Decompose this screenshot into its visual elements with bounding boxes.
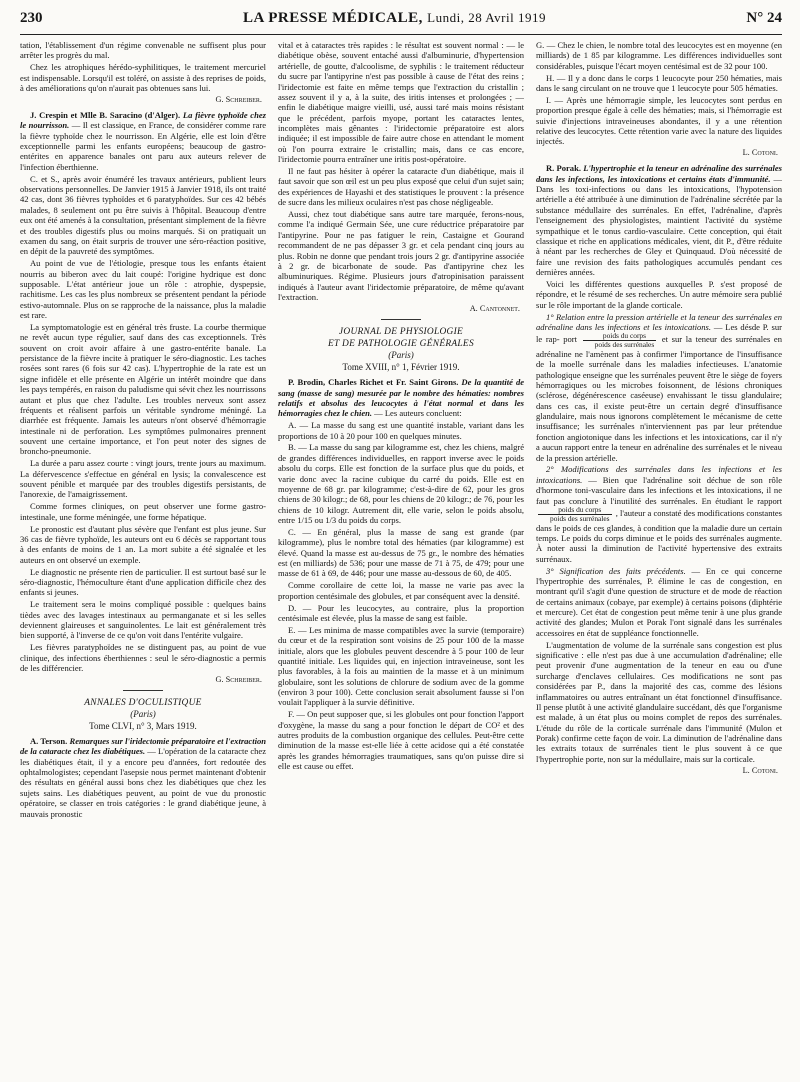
- separator: [123, 690, 163, 691]
- issue-number: N° 24: [746, 10, 782, 26]
- page-header: [20, 10, 782, 35]
- section-text: — En ce qui concerne l'hypertrophie des surrénales, P. élimine le cas de congestion, en montrant qu'il s'agit d'une question de structure et de mode de réaction de certains animaux (cobaye, par exemple) à certains poisons (diphtérie et mercure). Cet état de congestion peut même tenir à une plus grande activité des glandes; Mulon et Porak l'ont signalé dans les surrénales accessoires en état de suppléance fonctionnelle.: [536, 565, 782, 638]
- journal-masthead: [243, 10, 546, 27]
- paragraph: G. — Chez le chien, le nombre total des leucocytes est en moyenne (en milliards) de 1 85 par kilogramme. Les différences individuelles sont considérables, puisque l'écart moyen centésimal est de 32 pour 100.: [536, 40, 782, 71]
- journal-heading-line: JOURNAL DE PHYSIOLOGIE: [338, 326, 464, 337]
- paragraph: Au point de vue de l'étiologie, presque tous les enfants étaient nourris au biberon avec du lait coupé: l'origine hydrique est donc supposable. L'état antérieur joue un rôle : atrophie, dyspepsie, rachitisme. Les cas les plus nombreux se présentent pendant la période estivo-automnale. Plus on se rapproche de la naissance, plus la maladie est rare.: [20, 258, 266, 321]
- paragraph: C. — En général, plus la masse de sang est grande (par kilogramme), plus le nombre total des hématies (par kilogramme) est élevé. Quand la masse est au-dessus de 75 gr., le nombre des hématies est (en milliards) de 536; pour une masse de 71 à 75, de 479; pour une masse de 61 à 69, de 446; pour une masse au-dessous de 60, de 405.: [278, 526, 524, 579]
- journal-volume: Tome XVIII, n° 1, Février 1919.: [342, 362, 460, 373]
- paragraph: Voici les différentes questions auxquelles P. s'est proposé de répondre, et le résumé de ses recherches. Un autre mémoire sera publié sur le rôle important de la glande corticale.: [536, 278, 782, 310]
- paragraph: Le pronostic est d'autant plus sévère que l'enfant est plus jeune. Sur 36 cas de fièvre typhoïde, les auteurs ont eu 6 décès se rapportant tous à des enfants de moins de 1 an. La mort subite a été signalée et les auteurs en ont observé un exemple.: [20, 523, 266, 565]
- fraction: [538, 506, 612, 523]
- paragraph: F. — On peut supposer que, si les globules ont pour fonction l'apport d'oxygène, la masse du sang a pour fonction le départ de CO² et des autres produits de la combustion organique des cellules. Peut-être cette diminution de la masse est-elle liée à cette acidose qui a été constatée après les grandes hémorragies traumatiques, sans qu'on puisse dire si elle est cause ou effet.: [278, 709, 524, 772]
- paragraph: Les fièvres paratyphoïdes ne se distinguent pas, au point de vue clinique, des infections éberthiennes : seul le séro-diagnostic a permis de les différencier.: [20, 642, 266, 673]
- signature: G. Schreiber.: [215, 94, 262, 104]
- fraction-numerator: poids du corps: [583, 332, 657, 341]
- article-authors: J. Crespin et Mlle B. Saracino (d'Alger).: [30, 109, 181, 120]
- issue-date: Lundi, 28 Avril 1919: [427, 10, 546, 25]
- journal-place: (Paris): [130, 709, 156, 720]
- article-porak: [536, 163, 782, 277]
- signature: L. Cotoni.: [742, 765, 778, 775]
- section-lead: 3° Signification des faits précédents.: [546, 565, 686, 576]
- journal-heading: [278, 326, 524, 350]
- paragraph-relation: [536, 312, 782, 463]
- fraction-denominator: poids des surrénales: [594, 340, 655, 350]
- column-3: [536, 40, 782, 1080]
- section-text: — Bien que l'adrénaline soit déchue de son rôle d'hormone toni-vasculaire dans les infections et les intoxications, il ne faut pas conclure à l'inutilité des surrénales. En étudiant le rapport: [536, 474, 782, 506]
- column-2: [278, 40, 524, 1080]
- article-columns: [20, 40, 782, 1080]
- page-number: 230: [20, 10, 43, 26]
- paragraph: vital et à cataractes très rapides : le résultat est souvent normal : — le diabétique obèse, souvent entaché aussi d'albuminurie, d'hypertension artérielle, de goutte, d'alcoolisme, de syphilis : le traitement réducteur du sucre par l'antipyrine n'est pas possible à cause de l'état des reins ; l'iridectomie est faite en même temps que l'extraction du cristallin ; assez souvent il y a, à la suite, des iritis intenses et prolongées ; — enfin le diabétique maigre vieilli, usé, aussi taré mais moins résistant que le précédent, parfois myope, portant les cataractes lentes, incomplètes mais gênantes : l'iridectomie préparatoire est alors indiquée; il est impossible de faire autre chose en attendant le moment où l'on pourra extraire le cristallin; mais, dans ce cas encore, l'iridectomie pourra entraîner une iritis post-opératoire.: [278, 40, 524, 165]
- article-text: — L'opération de la cataracte chez les diabétiques était, il y a encore peu d'années, fort redoutée des ophtalmologistes; cependant l'asepsie nous permet maintenant d'obtenir des résultats en général aussi bons chez les diabétiques que chez les sujets sains. Les diabétiques peuvent, au point de vue du pronostic opératoire, se classer en trois catégories : le grand diabétique jeune, à mauvais pronostic: [20, 746, 266, 819]
- section-lead: 1° Relation entre la pression artérielle et la teneur des surrénales en adrénaline dans les infections et les intoxications.: [536, 311, 782, 332]
- article-brodin: [278, 377, 524, 419]
- journal-heading: ANNALES D'OCULISTIQUE: [84, 697, 202, 708]
- separator: [381, 319, 421, 320]
- column-1: [20, 40, 266, 1080]
- section-lead: 2° Modifications des surrénales dans les infections et les intoxications.: [536, 464, 782, 485]
- article-terson: [20, 736, 266, 819]
- journal-volume: Tome CLVI, n° 3, Mars 1919.: [89, 721, 197, 732]
- section-text: et sur la teneur des surrénales en adrénaline ne l'amènent pas à confirmer l'importance de l'insuffisance de la moelle surrénale dans les maladies infectieuses. L'anatomie pathologique enseigne que les surrénales peuvent être le siège de foyers hémorragiques ou les microbes foisonnent, de lésions chroniques (sclérose, dégénérescence caséeuse) envahissant le tissu glandulaire; dans ces cas, il existe peut-être un certain degré d'insuffisance glandulaire, mais nous ignorons complètement le mécanisme de cette insuffisance; les surrénales n'interviennent pas par leur prétendue fonction angiotonique dans les infections et les intoxications, car il n'y a aucun rapport entre la teneur en adrénaline des surrénales et le niveau de la pression artérielle.: [536, 334, 782, 463]
- article-authors: P. Brodin, Charles Richet et Fr. Saint Girons.: [288, 377, 459, 388]
- article-text: — Les auteurs concluent:: [374, 408, 462, 419]
- paragraph: E. — Les minima de masse compatibles avec la survie (temporaire) du cœur et de la respiration sont voisins de 25 pour 100 de la masse initiale, alors que les globules peuvent descendre à 5 pour 100 de leur quantité initiale. Les liquides qui, en injection intraveineuse, sont les plus favorables, à la fois au maintien de la masse et à un minimum globulaire, sont les solutions de chlorure de sodium avec de la gomme (environ 3 pour 100). Cette conclusion serait absolument fausse si l'on voulait l'appliquer à la survie définitive.: [278, 624, 524, 708]
- article-title: De la quantité de sang (masse de sang) mesurée par le nombre des hématies: nombres relatifs et absolus des leucocytes à l'état normal et dans les hémorragies chez le chien.: [278, 377, 524, 419]
- paragraph: La symptomatologie est en général très fruste. La courbe thermique ne revêt aucun type régulier, sauf dans des cas exceptionnels. Très souvent on croit avoir affaire à une gastro-entérite banale. La persistance de la fièvre incite à pratiquer le séro-diagnostic. Les taches rosées sont rares (6 fois sur 42 cas). L'hypertrophie de la rate est un signe infidèle et elle présente en Algérie un intérêt moindre que dans les pays tempérés, en raison du paludisme qui sévit chez les nourrissons autant et plus que chez l'adulte. Les troubles nerveux sont assez fréquents et réalisent parfois un véritable syndrome méningé. La diarrhée est fréquente. Jamais les auteurs n'ont observé d'hémorragie intestinale ni de perforation. Les symptômes pulmonaires prennent souvent une certaine importance, et l'on peut noter des signes de broncho-pneumonie.: [20, 321, 266, 457]
- article-text: — Dans les toxi-infections ou dans les intoxications, l'hypotension artérielle a été attribuée à une diminution de l'adrénaline sécrétée par la substance médullaire des surrénales. En effet, l'adrénaline, d'après l'enseignement des physiologistes, maintient l'activité du système sympathique et le tonus cardio-vasculaire. Cette conception, qui était classique et riche en applications médicales, vient, dit P., d'être réduite à néant par les recherches de Gley et Quinquaud. D'où nécessité de faire une revision des faits pathologiques accumulés pendant ces dernières années.: [536, 173, 782, 278]
- paragraph: A. — La masse du sang est une quantité instable, variant dans les proportions de 10 à 20 pour 100 en quelques minutes.: [278, 420, 524, 441]
- journal-place: (Paris): [388, 350, 414, 361]
- paragraph: L'augmentation de volume de la surrénale sans congestion est plus significative : elle n'est pas due à une accumulation d'adrénaline; elle peut provenir d'une augmentation de la teneur en eau ou d'une surcharge d'enclaves cellulaires. Ces modifications ne sont pas considérées par P., dans la majorité des cas, comme des lésions inflammatoires ou autres entraînant un état fonctionnel d'insuffisance. Il pense plutôt à une activité glandulaire succédant, dès que l'organisme est malade, à un état plus ou moins complet de repos des surrénales. L'étude du rôle de la corticale surrénale dans l'immunité (Mulon et Porak) confirme cette façon de voir. La diminution de l'adrénaline dans les extraits totaux de surrénales tient le plus souvent à ce que l'hypertrophie porte, non sur la médullaire, mais sur la corticale.: [536, 639, 782, 764]
- paragraph: H. — Il y a donc dans le corps 1 leucocyte pour 250 hématies, mais dans le sang circulant on ne trouve que 1 leucocyte pour 505 hématies.: [536, 72, 782, 93]
- paragraph: Le diagnostic ne présente rien de particulier. Il est surtout basé sur le séro-diagnostic, l'hémoculture étant d'une application difficile chez des enfants si jeunes.: [20, 566, 266, 598]
- paragraph: I. — Après une hémorragie simple, les leucocytes sont perdus en proportion presque égale à celle des hématies; mais, si l'hémorragie est suivie d'injections intraveineuses abondantes, il y a une rétention relative des leucocytes. Cette rétention varie avec la nature des liquides injectés.: [536, 94, 782, 147]
- fraction-denominator: poids des surrénales: [550, 513, 610, 523]
- paragraph: tation, l'établissement d'un régime convenable ne suffisent plus pour arrêter les progrès du mal.: [20, 40, 266, 61]
- paragraph: Comme corollaire de cette loi, la masse ne varie pas avec la proportion centésimale des globules, et par conséquent avec la densité.: [278, 580, 524, 601]
- paragraph-modifications: [536, 464, 782, 564]
- section-text: port: [563, 334, 578, 345]
- paragraph-signification: [536, 566, 782, 639]
- signature: G. Schreiber.: [215, 674, 262, 684]
- signature: A. Cantonnet.: [469, 303, 520, 313]
- article-title: Remarques sur l'iridectomie préparatoire et l'extraction de la cataracte chez les diabétiques.: [20, 735, 266, 757]
- article-title: La fièvre typhoïde chez le nourrisson.: [20, 109, 266, 131]
- paragraph: Aussi, chez tout diabétique sans autre tare marquée, ferons-nous, comme l'a indiqué Germain Sée, une cure réductrice préparatoire par l'antipyrine. Pour ne pas fatiguer le rein, Castaigne et Gourand recommandent de ne pas dépasser 3 gr. et cela pendant cinq jours au plus. Robin ne donne que pendant trois jours 2 gr. d'antipyrine associée à 2 gr. de bicarbonate de soude. Pas d'antipyrine chez les albuminuriques. Régime. Plusieurs jours d'atropinisation paraissent indiqués à l'auteur avant l'iridectomie préparatoire, de même qu'avant l'extraction.: [278, 209, 524, 302]
- section-text: — Les désde P. sur le rap-: [536, 321, 782, 345]
- article-crespin: [20, 110, 266, 172]
- paragraph: Le traitement sera le moins compliqué possible : quelques bains tièdes avec des lavages intestinaux au permanganate et si les selles deviennent glaireuses et sanguinolentes. Le lait est généralement très bien supporté, à l'inverse de ce qu'on voit dans l'entérite vulgaire.: [20, 599, 266, 641]
- paragraph: D. — Pour les leucocytes, au contraire, plus la proportion centésimale est élevée, plus la masse de sang est faible.: [278, 602, 524, 623]
- article-title: L'hypertrophie et la teneur en adrénaline des surrénales dans les infections, les intoxications et certains états d'immunité.: [536, 163, 782, 184]
- paragraph: Il ne faut pas hésiter à opérer la cataracte d'un diabétique, mais il faut savoir que son œil est un peu plus exposé que celui d'un sujet sain; des expériences de Hayashi et des statistiques le prouvent : la présence de sucre dans les milieux oculaires n'est pas chose négligeable.: [278, 166, 524, 208]
- article-authors: A. Terson.: [30, 735, 68, 746]
- fraction: [583, 332, 657, 349]
- journal-title: LA PRESSE MÉDICALE,: [242, 10, 423, 26]
- paragraph: C. et S., après avoir énuméré les travaux antérieurs, publient leurs observations personnelles. De Janvier 1915 à Janvier 1918, ils ont traité 42 cas, dont 36 fièvres typhoïdes et 6 paratyphoïdes. Sur ces 42 bébés malades, 8 seulement ont pu être suivis à l'hôpital. Beaucoup d'entre eux ont été amenés à la consultation, présentant simplement de la fièvre et des troubles digestifs plus ou moins marqués. Si on pratiquait un examen du sang, on était surpris de trouver une séro-réaction positive, en dépit de la pauvreté des symptômes.: [20, 173, 266, 257]
- signature: L. Cotoni.: [742, 148, 778, 158]
- article-authors: R. Porak.: [546, 163, 581, 174]
- article-text: — Il est classique, en France, de considérer comme rare la fièvre typhoïde chez le nourrisson. En Algérie, elle est loin d'être exceptionnelle parmi les enfants européens; beaucoup de gastro-entérites en apparence banales ont paru aux auteurs relever de l'infection éberthienne.: [20, 120, 266, 172]
- paragraph: B. — La masse du sang par kilogramme est, chez les chiens, malgré de grandes différences individuelles, en rapport inverse avec le poids absolu du corps. Elle est fonction de la surface plus que du poids, et varie donc avec la racine cubique du carré du poids. Elle est en moyenne de 68 gr. par kilogramme; c'est-à-dire de 62, pour les gros chiens de 30 kilogr.; de 68, pour les chiens de 20 kilogr.; de 76, pour les chiens de 10 kilogr. Autrement dit, elle varie, selon le poids absolu, entre 1/15 ou 1/3 du poids du corps.: [278, 442, 524, 526]
- paragraph: Comme formes cliniques, on peut observer une forme gastro-intestinale, une forme méningée, une forme hépatique.: [20, 501, 266, 522]
- section-text: , l'auteur a constaté des modifications constantes dans le poids de ces glandes, à condition que la maladie dure un certain temps. Le poids du corps diminue et le poids des surrénales augmente. À noter aussi la diminution de l'activité hypertensive des extraits surrénaux.: [536, 508, 782, 564]
- paragraph: La durée a paru assez courte : vingt jours, trente jours au maximum. La défervescence s'effectue en général en lysis; la convalescence est souvent pénible et marquée par des troubles digestifs persistants, de l'anorexie, de l'amaigrissement.: [20, 458, 266, 500]
- journal-heading-line: ET DE PATHOLOGIE GÉNÉRALES: [328, 339, 474, 350]
- paragraph: Chez les atrophiques hérédo-syphilitiques, le traitement mercuriel est indispensable. Lorsqu'il est toléré, on assiste à des reprises de poids, à des améliorations qu'on n'aurait pas obtenues sans lui.: [20, 62, 266, 93]
- fraction-numerator: poids du corps: [538, 506, 612, 515]
